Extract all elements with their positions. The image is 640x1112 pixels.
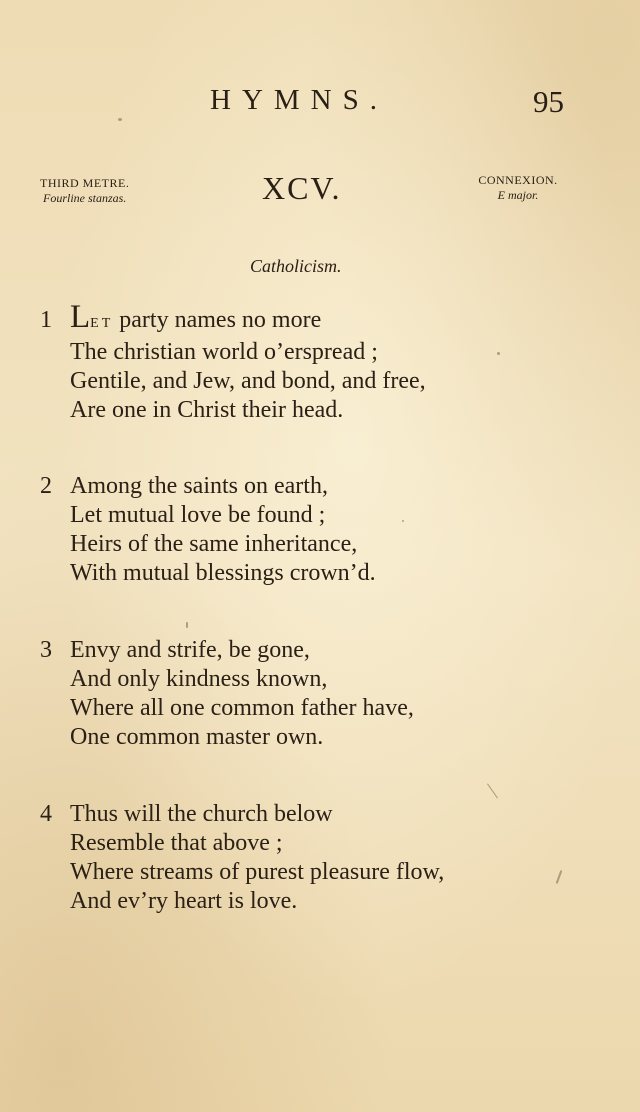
tune-note	[462, 173, 574, 203]
stanza-line: Where streams of purest pleasure flow,	[70, 859, 445, 885]
paper-speck	[487, 783, 498, 798]
paper-speck	[186, 622, 188, 628]
running-title: HYMNS.	[210, 84, 388, 116]
stanza-lines	[70, 800, 444, 916]
stanza-number: 4	[40, 801, 52, 827]
stanza-line: Among the saints on earth,	[70, 473, 328, 499]
drop-capital: L	[70, 299, 91, 335]
tune-label: CONNEXION.	[478, 173, 558, 187]
stanza-line	[70, 299, 426, 338]
stanza-number: 1	[40, 307, 52, 333]
stanza-line: And only kindness known,	[70, 666, 328, 692]
meter-note	[40, 176, 129, 206]
key-label: E major.	[497, 188, 539, 202]
stanza-line: Let mutual love be found ;	[70, 502, 326, 528]
stanza-form-label: Fourline stanzas.	[42, 191, 127, 205]
stanza-line: The christian world o’erspread ;	[70, 339, 378, 365]
page-number: 95	[533, 84, 564, 119]
stanza-number: 2	[40, 473, 52, 499]
stanza-line: Thus will the church below	[70, 801, 333, 827]
paper-speck	[556, 870, 563, 884]
stanza-line: And ev’ry heart is love.	[70, 888, 298, 914]
meter-label: THIRD METRE.	[40, 176, 130, 190]
stanza-lines	[70, 636, 414, 752]
paper-speck	[497, 352, 500, 355]
small-caps-text: ET	[90, 316, 114, 331]
hymn-subject: Catholicism.	[250, 256, 342, 276]
stanza-line: Where all one common father have,	[70, 695, 414, 721]
hymn-number: XCV.	[262, 170, 342, 206]
stanza-lines	[70, 299, 426, 425]
stanza-line: Envy and strife, be gone,	[70, 637, 310, 663]
stanza-line: Resemble that above ;	[70, 830, 283, 856]
stanza-line: With mutual blessings crown’d.	[70, 560, 376, 586]
stanza-lines	[70, 472, 376, 588]
stanza-line: One common master own.	[70, 724, 324, 750]
stanza-line: Gentile, and Jew, and bond, and free,	[70, 368, 426, 394]
paper-speck	[402, 520, 404, 522]
paper-speck	[118, 118, 122, 121]
stanza-number: 3	[40, 637, 52, 663]
stanza-line: Heirs of the same inheritance,	[70, 531, 358, 557]
line-text: party names no more	[113, 307, 322, 333]
stanza-line: Are one in Christ their head.	[70, 397, 344, 423]
